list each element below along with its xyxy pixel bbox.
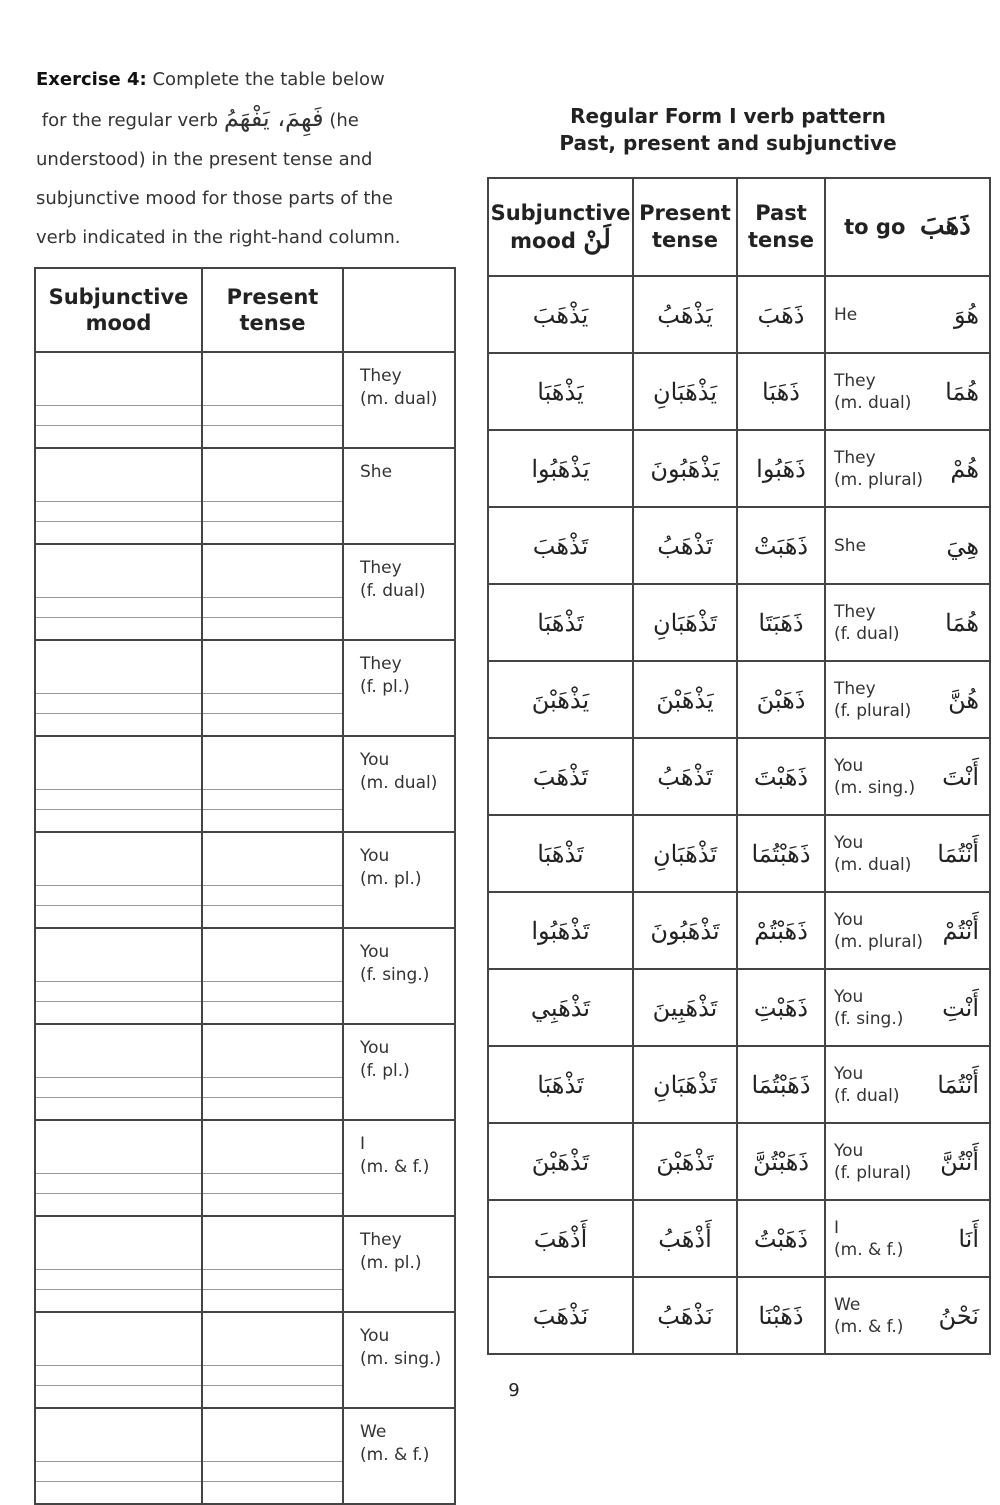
pronoun-arabic: هُوَ: [953, 300, 979, 329]
instruction-line: verb indicated in the right-hand column.: [36, 227, 401, 248]
pronoun-english-line2: (f. plural): [834, 1162, 912, 1183]
pronoun-english-line2: (f. dual): [834, 1085, 900, 1106]
pronoun-english-line1: She: [834, 535, 867, 556]
present-form: تَذْهَبُ: [633, 738, 737, 815]
subjunctive-form: يَذْهَبُوا: [488, 430, 633, 507]
past-form: ذَهَبْنَا: [737, 1277, 825, 1354]
exercise-row: [35, 640, 455, 736]
subjunctive-form: تَذْهَبَ: [488, 507, 633, 584]
pronoun-pair: [826, 1294, 989, 1338]
pronoun-arabic: أَنْتُمَا: [937, 1070, 979, 1099]
subjunctive-form: تَذْهَبُوا: [488, 892, 633, 969]
instruction-line: subjunctive mood for those parts of the: [36, 188, 393, 209]
exercise-row: [35, 1120, 455, 1216]
pronoun-pair: [826, 1140, 989, 1184]
pronoun-pair: [826, 678, 989, 722]
pronoun-label-line2: (f. pl.): [360, 1061, 410, 1081]
pronoun-arabic: هُمَا: [945, 608, 979, 637]
exercise-instructions: [36, 60, 416, 257]
exercise-row: [35, 352, 455, 448]
past-form: ذَهَبَا: [737, 353, 825, 430]
subjunctive-form: يَذْهَبَا: [488, 353, 633, 430]
pronoun-english-line1: We: [834, 1294, 861, 1315]
pattern-header-row: [488, 178, 990, 276]
pattern-title-line: Regular Form I verb pattern: [570, 104, 886, 128]
present-answer-cell[interactable]: [202, 1024, 343, 1120]
pronoun-english-line2: (m. & f.): [834, 1239, 904, 1260]
pronoun-pair: [826, 601, 989, 645]
pronoun-label-line2: (f. sing.): [360, 965, 430, 985]
instruction-line: [36, 60, 416, 99]
subjunctive-form: تَذْهَبَ: [488, 738, 633, 815]
present-form: تَذْهَبُ: [633, 507, 737, 584]
header-text: [489, 224, 632, 255]
pronoun-english: [834, 601, 900, 645]
exercise-row: [35, 544, 455, 640]
exercise-row: [35, 1408, 455, 1504]
pronoun-english: [834, 535, 866, 557]
pattern-row: [488, 1200, 990, 1277]
pronoun-english-line2: (f. plural): [834, 700, 912, 721]
pronoun-label: [343, 1216, 455, 1312]
present-form: تَذْهَبَانِ: [633, 1046, 737, 1123]
subjunctive-form: يَذْهَبْنَ: [488, 661, 633, 738]
pronoun-cell: [825, 430, 990, 507]
exercise-row: [35, 1024, 455, 1120]
present-answer-cell[interactable]: [202, 1216, 343, 1312]
pattern-row: [488, 584, 990, 661]
pronoun-pair: [826, 370, 989, 414]
pronoun-arabic: أَنْتُنَّ: [940, 1147, 979, 1176]
pronoun-label: [343, 544, 455, 640]
pronoun-label-line1: You: [360, 846, 390, 866]
subjunctive-answer-cell[interactable]: [35, 352, 202, 448]
pronoun-cell: [825, 353, 990, 430]
present-form: أَذْهَبُ: [633, 1200, 737, 1277]
pronoun-english: [834, 1063, 900, 1107]
page-number: 9: [508, 1380, 520, 1401]
pattern-row: [488, 969, 990, 1046]
pronoun-label: [343, 832, 455, 928]
pronoun-label-line2: (m. & f.): [360, 1157, 430, 1177]
pronoun-english: [834, 755, 915, 799]
pattern-row: [488, 1123, 990, 1200]
pattern-row: [488, 892, 990, 969]
pattern-row: [488, 661, 990, 738]
pronoun-arabic: أَنَا: [958, 1224, 979, 1253]
present-form: تَذْهَبِينَ: [633, 969, 737, 1046]
present-form: تَذْهَبَانِ: [633, 584, 737, 661]
pronoun-english-line2: (f. sing.): [834, 1008, 904, 1029]
subjunctive-answer-cell[interactable]: [35, 448, 202, 544]
pronoun-english-line1: He: [834, 304, 858, 325]
subjunctive-form: تَذْهَبْنَ: [488, 1123, 633, 1200]
exercise-row: [35, 1216, 455, 1312]
subjunctive-form: نَذْهَبَ: [488, 1277, 633, 1354]
header-to-go: [825, 178, 990, 276]
exercise-row: [35, 448, 455, 544]
pronoun-english: [834, 1217, 903, 1261]
pattern-row: [488, 276, 990, 353]
pattern-table-body: [488, 276, 990, 1354]
pronoun-arabic: أَنْتِ: [942, 993, 979, 1022]
pronoun-cell: [825, 892, 990, 969]
exercise-row: [35, 832, 455, 928]
pronoun-label-line1: You: [360, 1038, 390, 1058]
pronoun-pair: [826, 755, 989, 799]
header-text: Subjunctive: [490, 200, 631, 225]
pronoun-label: [343, 1024, 455, 1120]
pronoun-pair: [826, 1063, 989, 1107]
past-form: ذَهَبْتِ: [737, 969, 825, 1046]
pronoun-pair: [826, 909, 989, 953]
header-past-tense: Past tense: [737, 178, 825, 276]
pattern-row: [488, 815, 990, 892]
subjunctive-answer-cell[interactable]: [35, 544, 202, 640]
verb-pattern-table: [487, 177, 991, 1355]
pronoun-english-line2: (m. plural): [834, 931, 924, 952]
present-answer-cell[interactable]: [202, 448, 343, 544]
exercise-header-row: [35, 268, 455, 352]
subjunctive-form: تَذْهَبَا: [488, 1046, 633, 1123]
subjunctive-answer-cell[interactable]: [35, 1120, 202, 1216]
present-form: تَذْهَبُونَ: [633, 892, 737, 969]
pronoun-english-line2: (m. plural): [834, 469, 924, 490]
pronoun-label: [343, 1408, 455, 1504]
pronoun-english: [834, 447, 923, 491]
exercise-row: [35, 736, 455, 832]
pronoun-arabic: هُنَّ: [948, 685, 979, 714]
pronoun-arabic: نَحْنُ: [938, 1301, 979, 1330]
pronoun-english-line1: You: [834, 1140, 864, 1161]
past-form: ذَهَبْتُمَا: [737, 1046, 825, 1123]
present-form: يَذْهَبْنَ: [633, 661, 737, 738]
header-subjunctive: Subjunctive mood: [35, 268, 202, 352]
pattern-subtitle-line: Past, present and subjunctive: [559, 131, 897, 155]
pattern-row: [488, 507, 990, 584]
instruction-line: understood) in the present tense and: [36, 149, 373, 170]
pronoun-english-line1: You: [834, 1063, 864, 1084]
exercise-table: [34, 267, 456, 1505]
pronoun-label-line2: (m. sing.): [360, 1349, 442, 1369]
pronoun-english-line1: They: [834, 370, 876, 391]
subjunctive-answer-cell[interactable]: [35, 832, 202, 928]
instruction-text: (he: [329, 110, 359, 131]
pronoun-label-line1: I: [360, 1134, 366, 1154]
present-answer-cell[interactable]: [202, 832, 343, 928]
pronoun-label-line1: You: [360, 1326, 390, 1346]
subjunctive-answer-cell[interactable]: [35, 1216, 202, 1312]
pronoun-label: [343, 448, 455, 544]
pronoun-label-line1: They: [360, 654, 402, 674]
pronoun-english: [834, 1294, 903, 1338]
pronoun-english-line1: They: [834, 678, 876, 699]
present-form: يَذْهَبُ: [633, 276, 737, 353]
pronoun-label-line2: (m. pl.): [360, 869, 422, 889]
pronoun-label: [343, 928, 455, 1024]
pattern-row: [488, 738, 990, 815]
pattern-row: [488, 1277, 990, 1354]
past-form: ذَهَبَتْ: [737, 507, 825, 584]
pronoun-label-line1: You: [360, 942, 390, 962]
pronoun-cell: [825, 1200, 990, 1277]
pronoun-cell: [825, 507, 990, 584]
pronoun-english-line2: (m. sing.): [834, 777, 916, 798]
past-form: ذَهَبْتُنَّ: [737, 1123, 825, 1200]
pronoun-english: [834, 986, 903, 1030]
pronoun-english-line1: You: [834, 755, 864, 776]
subjunctive-answer-cell[interactable]: [35, 1408, 202, 1504]
pronoun-cell: [825, 276, 990, 353]
present-answer-cell[interactable]: [202, 1408, 343, 1504]
pronoun-label: [343, 352, 455, 448]
pronoun-label: [343, 640, 455, 736]
exercise-row: [35, 928, 455, 1024]
pronoun-label: [343, 1120, 455, 1216]
pronoun-label-line2: (m. dual): [360, 773, 438, 793]
pronoun-arabic: أَنْتَ: [942, 762, 979, 791]
subjunctive-form: يَذْهَبَ: [488, 276, 633, 353]
pronoun-cell: [825, 815, 990, 892]
pronoun-english-line2: (m. dual): [834, 392, 912, 413]
header-subjunctive-mood: [488, 178, 633, 276]
pronoun-arabic: هِيَ: [946, 531, 979, 560]
instruction-text: for the regular verb: [41, 110, 219, 131]
header-togo-text: to go: [844, 215, 906, 239]
subjunctive-answer-cell[interactable]: [35, 1024, 202, 1120]
subjunctive-form: تَذْهَبَا: [488, 815, 633, 892]
present-form: يَذْهَبُونَ: [633, 430, 737, 507]
past-form: ذَهَبْنَ: [737, 661, 825, 738]
header-label: [343, 268, 455, 352]
pronoun-label-line1: They: [360, 1230, 402, 1250]
pronoun-cell: [825, 661, 990, 738]
present-form: تَذْهَبْنَ: [633, 1123, 737, 1200]
exercise-title: Exercise 4:: [36, 69, 147, 90]
present-answer-cell[interactable]: [202, 736, 343, 832]
past-form: ذَهَبَ: [737, 276, 825, 353]
past-form: ذَهَبْتُمَا: [737, 815, 825, 892]
header-present-tense: Present tense: [633, 178, 737, 276]
pronoun-cell: [825, 969, 990, 1046]
subjunctive-form: تَذْهَبِي: [488, 969, 633, 1046]
past-form: ذَهَبْتُمْ: [737, 892, 825, 969]
pronoun-arabic: أَنْتُمْ: [942, 916, 979, 945]
present-answer-cell[interactable]: [202, 1120, 343, 1216]
present-answer-cell[interactable]: [202, 544, 343, 640]
pattern-row: [488, 430, 990, 507]
pronoun-pair: [826, 986, 989, 1030]
present-answer-cell[interactable]: [202, 928, 343, 1024]
present-answer-cell[interactable]: [202, 352, 343, 448]
pronoun-label-line1: She: [360, 462, 393, 482]
past-form: ذَهَبْتَ: [737, 738, 825, 815]
pronoun-english-line1: I: [834, 1217, 840, 1238]
pronoun-english: [834, 1140, 911, 1184]
pronoun-label-line1: They: [360, 366, 402, 386]
header-lan: لَنْ: [583, 224, 611, 255]
instruction-line: [36, 99, 416, 140]
pronoun-english-line1: They: [834, 601, 876, 622]
pronoun-label-line2: (m. dual): [360, 389, 438, 409]
pronoun-label: [343, 736, 455, 832]
subjunctive-form: تَذْهَبَا: [488, 584, 633, 661]
pronoun-english: [834, 832, 911, 876]
pronoun-pair: [826, 832, 989, 876]
pronoun-english-line1: You: [834, 909, 864, 930]
pronoun-pair: [826, 532, 989, 560]
present-form: نَذْهَبُ: [633, 1277, 737, 1354]
pronoun-english-line2: (m. dual): [834, 854, 912, 875]
pronoun-pair: [826, 301, 989, 329]
pronoun-english-line2: (m. & f.): [834, 1316, 904, 1337]
exercise-table-body: [35, 352, 455, 1504]
subjunctive-form: أَذْهَبَ: [488, 1200, 633, 1277]
subjunctive-answer-cell[interactable]: [35, 640, 202, 736]
present-form: تَذْهَبَانِ: [633, 815, 737, 892]
pronoun-label-line1: They: [360, 558, 402, 578]
arabic-verb: فَهِمَ، يَفْهَمُ: [223, 104, 324, 132]
past-form: ذَهَبَتَا: [737, 584, 825, 661]
pronoun-cell: [825, 1277, 990, 1354]
pronoun-pair: [826, 447, 989, 491]
pronoun-english-line1: You: [834, 832, 864, 853]
pronoun-label-line1: We: [360, 1422, 387, 1442]
past-form: ذَهَبْتُ: [737, 1200, 825, 1277]
pronoun-cell: [825, 1046, 990, 1123]
pronoun-english-line2: (f. dual): [834, 623, 900, 644]
pronoun-english: [834, 304, 857, 326]
present-answer-cell[interactable]: [202, 640, 343, 736]
pronoun-english: [834, 909, 923, 953]
pronoun-label-line2: (f. pl.): [360, 677, 410, 697]
pronoun-english: [834, 678, 911, 722]
header-dhahaba: ذَهَبَ: [920, 211, 971, 241]
pronoun-arabic: أَنْتُمَا: [937, 839, 979, 868]
pronoun-cell: [825, 584, 990, 661]
past-form: ذَهَبُوا: [737, 430, 825, 507]
pronoun-label-line1: You: [360, 750, 390, 770]
pronoun-label-line2: (m. pl.): [360, 1253, 422, 1273]
pronoun-cell: [825, 738, 990, 815]
pronoun-english: [834, 370, 911, 414]
subjunctive-answer-cell[interactable]: [35, 928, 202, 1024]
pronoun-english-line1: They: [834, 447, 876, 468]
header-mood: mood: [510, 228, 576, 253]
subjunctive-answer-cell[interactable]: [35, 736, 202, 832]
pronoun-pair: [826, 1217, 989, 1261]
header-present: Present tense: [202, 268, 343, 352]
pattern-row: [488, 1046, 990, 1123]
instruction-text: Complete the table below: [152, 69, 385, 90]
pronoun-english-line1: You: [834, 986, 864, 1007]
pronoun-cell: [825, 1123, 990, 1200]
pronoun-label-line2: (f. dual): [360, 581, 426, 601]
pronoun-arabic: هُمَا: [945, 377, 979, 406]
pattern-title: [488, 103, 968, 157]
pronoun-label-line2: (m. & f.): [360, 1445, 430, 1465]
present-form: يَذْهَبَانِ: [633, 353, 737, 430]
pattern-row: [488, 353, 990, 430]
pronoun-arabic: هُمْ: [950, 454, 979, 483]
